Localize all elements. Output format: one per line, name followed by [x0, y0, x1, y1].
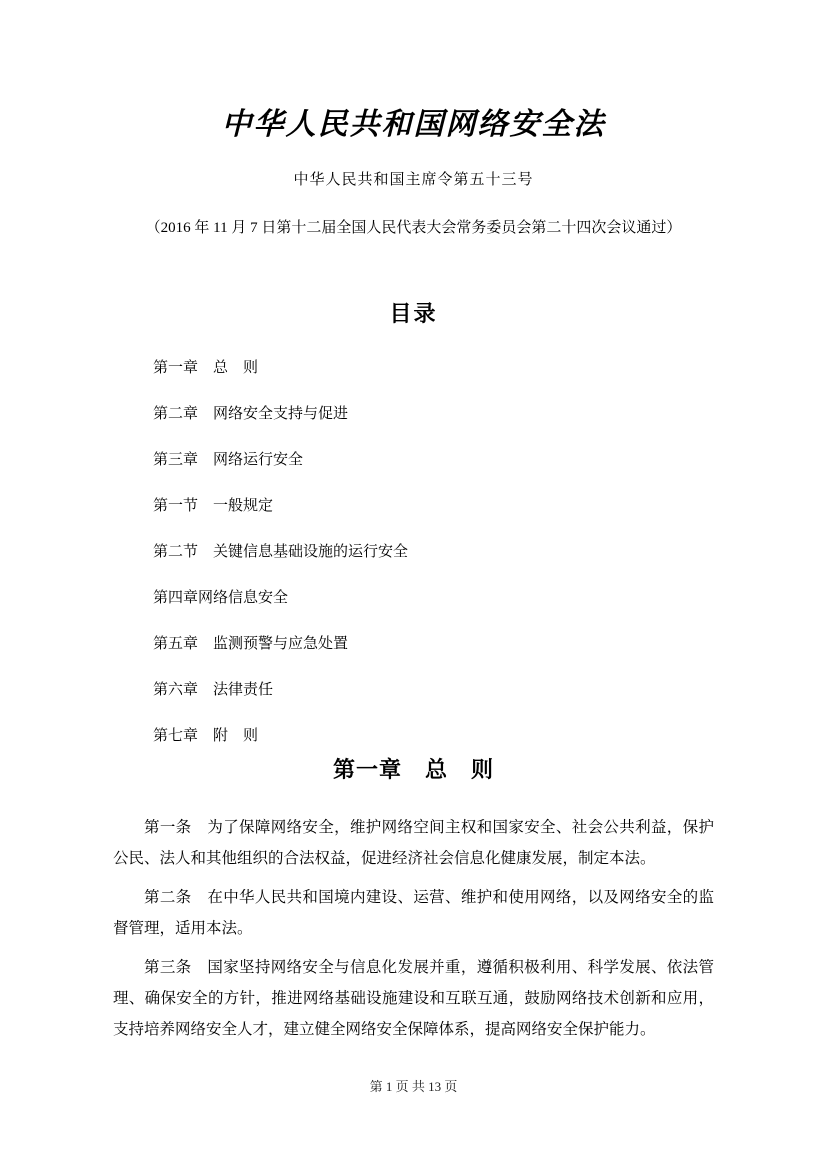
toc-item: 第七章 附 则: [153, 728, 259, 744]
table-of-contents: [113, 358, 714, 746]
article-paragraph: 第二条 在中华人民共和国境内建设、运营、维护和使用网络，以及网络安全的监督管理，适用本法。: [113, 889, 714, 937]
page-number-indicator: 第 1 页 共 13 页: [369, 1079, 458, 1094]
toc-item: 第一节 一般规定: [153, 498, 274, 514]
toc-item: 第二节 关键信息基础设施的运行安全: [153, 544, 409, 560]
document-title: 中华人民共和国网络安全法: [221, 107, 606, 142]
toc-item: 第一章 总 则: [153, 360, 259, 376]
passage-note: （2016 年 11 月 7 日第十二届全国人民代表大会常务委员会第二十四次会议通过）: [145, 220, 682, 236]
page-footer: [0, 1078, 827, 1096]
toc-heading: 目录: [389, 301, 438, 326]
decree-subtitle: 中华人民共和国主席令第五十三号: [293, 172, 534, 188]
toc-item: 第六章 法律责任: [153, 682, 274, 698]
toc-item: 第五章 监测预警与应急处置: [153, 636, 349, 652]
chapter-1-heading: 第一章 总 则: [332, 757, 494, 782]
chapter-1-body: [113, 812, 714, 1045]
toc-item: 第二章 网络安全支持与促进: [153, 406, 349, 422]
toc-item: 第四章网络信息安全: [153, 590, 289, 606]
toc-item: 第三章 网络运行安全: [153, 452, 304, 468]
article-paragraph: 第一条 为了保障网络安全，维护网络空间主权和国家安全、社会公共利益，保护公民、法人和其他组织的合法权益，促进经济社会信息化健康发展，制定本法。: [113, 819, 714, 867]
article-paragraph: 第三条 国家坚持网络安全与信息化发展并重，遵循积极利用、科学发展、依法管理、确保安全的方针，推进网络基础设施建设和互联互通，鼓励网络技术创新和应用，支持培养网络安全人才，建立健全网络安全保障体系，提高网络安全保护能力。: [113, 959, 714, 1038]
